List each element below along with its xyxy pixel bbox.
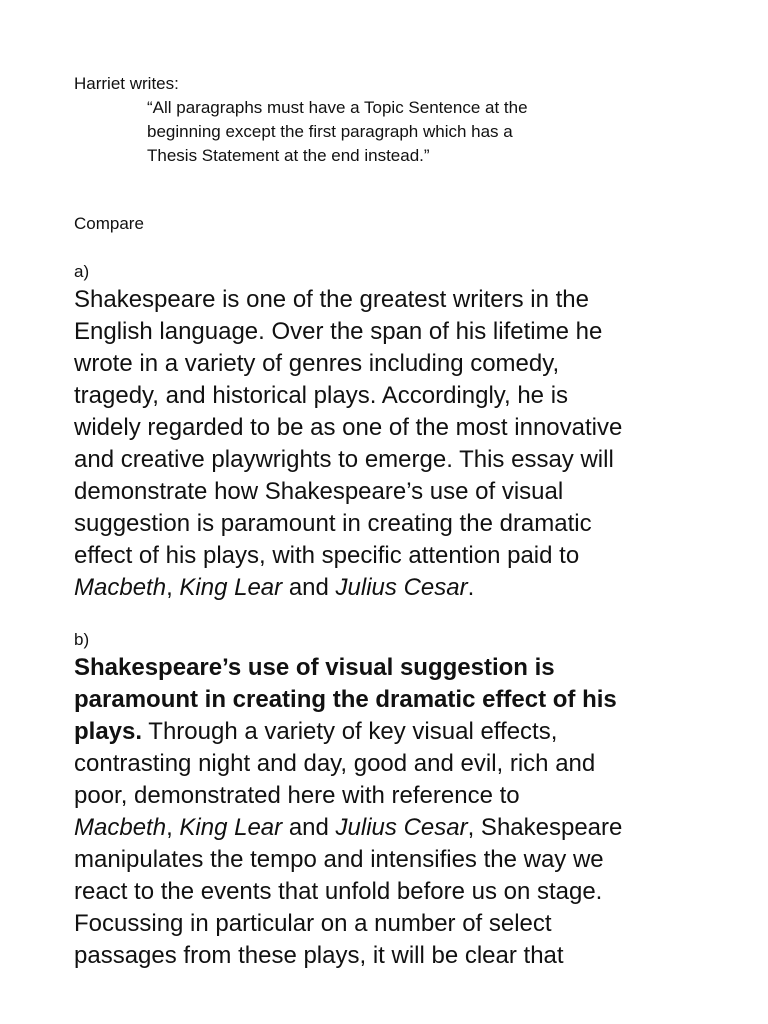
- paragraph-line: effect of his plays, with specific attention paid to: [74, 542, 580, 569]
- paragraph-line: contrasting night and day, good and evil, rich and: [74, 750, 596, 777]
- paragraph-line: and creative playwrights to emerge. This essay will: [74, 446, 614, 473]
- paragraph-line: manipulates the tempo and intensifies the way we: [74, 846, 604, 873]
- paragraph-line: tragedy, and historical plays. Accordingly, he is: [74, 382, 569, 409]
- topic-sentence-line: Shakespeare’s use of visual suggestion is: [74, 654, 555, 681]
- topic-sentence-line: paramount in creating the dramatic effect of his: [74, 686, 617, 713]
- topic-sentence-end: plays.: [74, 718, 143, 745]
- paragraph-line: poor, demonstrated here with reference to: [74, 782, 520, 809]
- play-title-king-lear: King Lear: [179, 814, 283, 841]
- separator: ,: [166, 814, 180, 841]
- example-a-paragraph: [74, 284, 734, 604]
- separator: ,: [166, 574, 180, 601]
- paragraph-line: suggestion is paramount in creating the dramatic: [74, 510, 592, 537]
- paragraph-line: widely regarded to be as one of the most innovative: [74, 414, 623, 441]
- paragraph-line: English language. Over the span of his lifetime he: [74, 318, 603, 345]
- paragraph-line-titles: [74, 812, 734, 844]
- quote-line: Thesis Statement at the end instead.”: [147, 146, 430, 165]
- line-end: .: [467, 574, 475, 601]
- play-title-macbeth: Macbeth: [74, 574, 167, 601]
- example-b-paragraph: [74, 652, 734, 972]
- play-title-king-lear: King Lear: [179, 574, 283, 601]
- paragraph-line: Shakespeare is one of the greatest writers in the: [74, 286, 589, 313]
- attribution-line: Harriet writes:: [74, 74, 179, 93]
- paragraph-line: Focussing in particular on a number of select: [74, 910, 552, 937]
- example-b-marker: b): [74, 630, 90, 649]
- separator: and: [282, 814, 336, 841]
- quote-line: “All paragraphs must have a Topic Sentence at the: [147, 98, 528, 117]
- play-title-julius-cesar: Julius Cesar: [335, 814, 468, 841]
- example-a-marker: a): [74, 262, 90, 281]
- compare-label: Compare: [74, 214, 144, 233]
- play-title-julius-cesar: Julius Cesar: [335, 574, 468, 601]
- separator: and: [282, 574, 336, 601]
- paragraph-line-titles: [74, 572, 734, 604]
- play-title-macbeth: Macbeth: [74, 814, 167, 841]
- paragraph-line-mixed: [74, 716, 734, 748]
- line-end: , Shakespeare: [467, 814, 623, 841]
- harriet-quote: [147, 96, 528, 168]
- paragraph-line: passages from these plays, it will be clear that: [74, 942, 564, 969]
- paragraph-line: wrote in a variety of genres including comedy,: [74, 350, 560, 377]
- paragraph-line: demonstrate how Shakespeare’s use of visual: [74, 478, 564, 505]
- paragraph-line: react to the events that unfold before us on stage.: [74, 878, 603, 905]
- paragraph-text: Through a variety of key visual effects,: [142, 718, 558, 745]
- quote-line: beginning except the first paragraph which has a: [147, 122, 513, 141]
